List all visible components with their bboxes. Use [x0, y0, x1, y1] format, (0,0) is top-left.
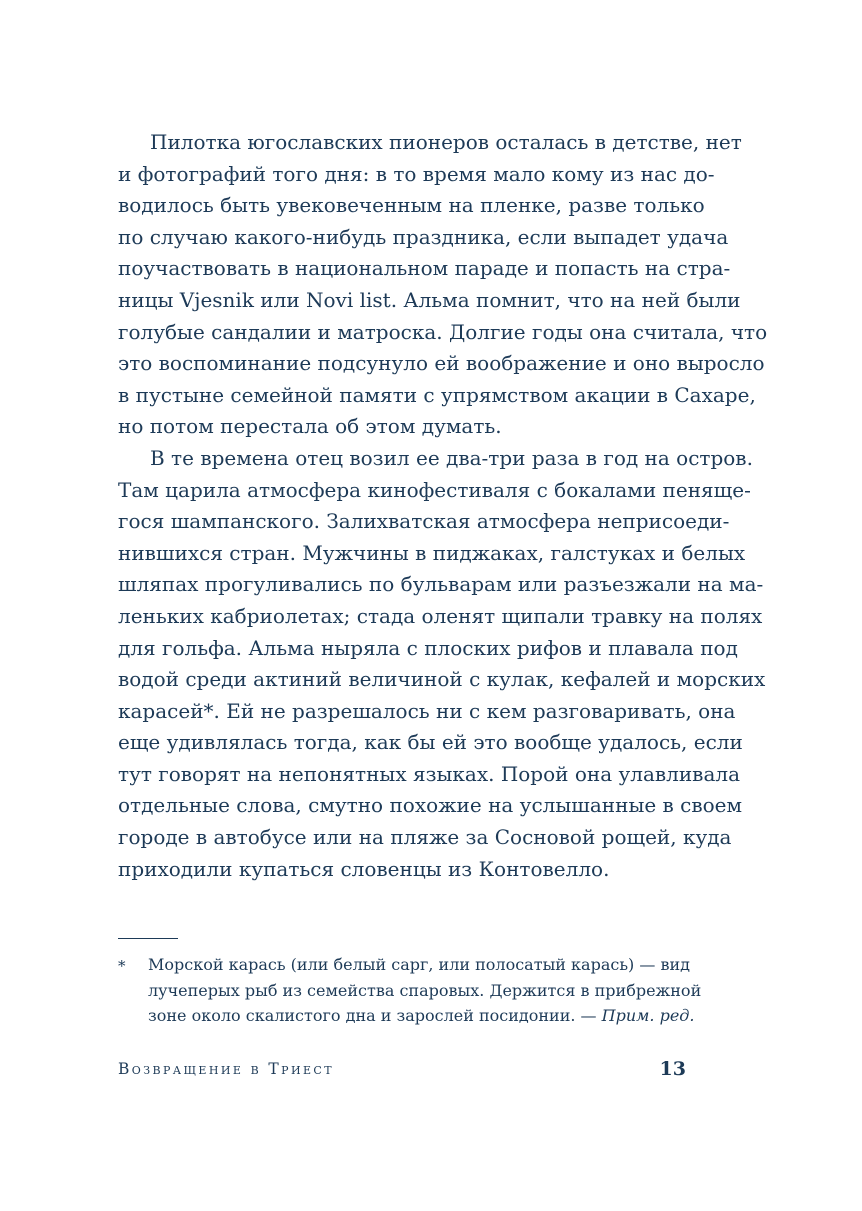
text-line: поучаствовать в национальном параде и попасть на стра- [118, 256, 731, 281]
page-number: 13 [659, 1058, 686, 1080]
text-line: карасей*. Ей не разрешалось ни с кем разговаривать, она [118, 698, 736, 723]
text-line: голубые сандалии и матроска. Долгие годы она считала, что [118, 319, 768, 344]
footnote-line [148, 1003, 695, 1029]
footnote-line: Морской карась (или белый сарг, или полосатый карась) — вид [148, 955, 690, 974]
text-line: шляпах прогуливались по бульварам или разъезжали на ма- [118, 572, 764, 597]
footnote [118, 952, 702, 1029]
paragraph-2 [118, 443, 766, 885]
text-line: водилось быть увековеченным на пленке, разве только [118, 193, 705, 218]
footnote-text [148, 952, 702, 1029]
text-line: городе в автобусе или на пляже за Сосновой рощей, куда [118, 825, 732, 850]
text-line: Там царила атмосфера кинофестиваля с бокалами пеняще- [118, 477, 751, 502]
text-line: и фотографий того дня: в то время мало кому из нас до- [118, 161, 715, 186]
footnote-line: лучеперых рыб из семейства спаровых. Держится в прибрежной [148, 980, 702, 1000]
footnote-line-text: зоне около скалистого дна и зарослей посидонии. — [148, 1006, 602, 1025]
footnote-rule [118, 938, 178, 939]
text-line: Пилотка югославских пионеров осталась в детстве, нет [150, 130, 742, 154]
running-title: Возвращение в Триест [118, 1060, 334, 1078]
text-line: водой среди актиний величиной с кулак, кефалей и морских [118, 667, 766, 692]
text-line: еще удивлялась тогда, как бы ей это вообще удалось, если [118, 730, 743, 755]
text-line: леньких кабриолетах; стада оленят щипали травку на полях [118, 603, 763, 628]
page-footer [118, 1056, 686, 1082]
text-line: приходили купаться словенцы из Контовелло. [118, 856, 610, 881]
editor-note: Прим. ред. [601, 1006, 695, 1025]
text-line: гося шампанского. Залихватская атмосфера неприсоеди- [118, 509, 730, 534]
paragraph-1 [118, 127, 768, 443]
text-line: по случаю какого-нибудь праздника, если выпадет удача [118, 224, 729, 249]
text-line: В те времена отец возил ее два-три раза в год на остров. [150, 445, 753, 470]
text-line: тут говорят на непонятных языках. Порой она улавливала [118, 761, 740, 786]
footnote-marker: * [118, 957, 126, 975]
main-text [118, 127, 768, 885]
text-line: для гольфа. Альма ныряла с плоских рифов и плавала под [118, 635, 738, 660]
text-line: ницы Vjesnik или Novi list. Альма помнит, что на ней были [118, 287, 741, 312]
text-line: нившихся стран. Мужчины в пиджаках, галстуках и белых [118, 540, 746, 565]
text-line: но потом перестала об этом думать. [118, 414, 502, 439]
text-line: в пустыне семейной памяти с упрямством акации в Сахаре, [118, 382, 756, 407]
text-line: это воспоминание подсунуло ей воображение и оно выросло [118, 351, 765, 376]
text-line: отдельные слова, смутно похожие на услышанные в своем [118, 793, 743, 818]
